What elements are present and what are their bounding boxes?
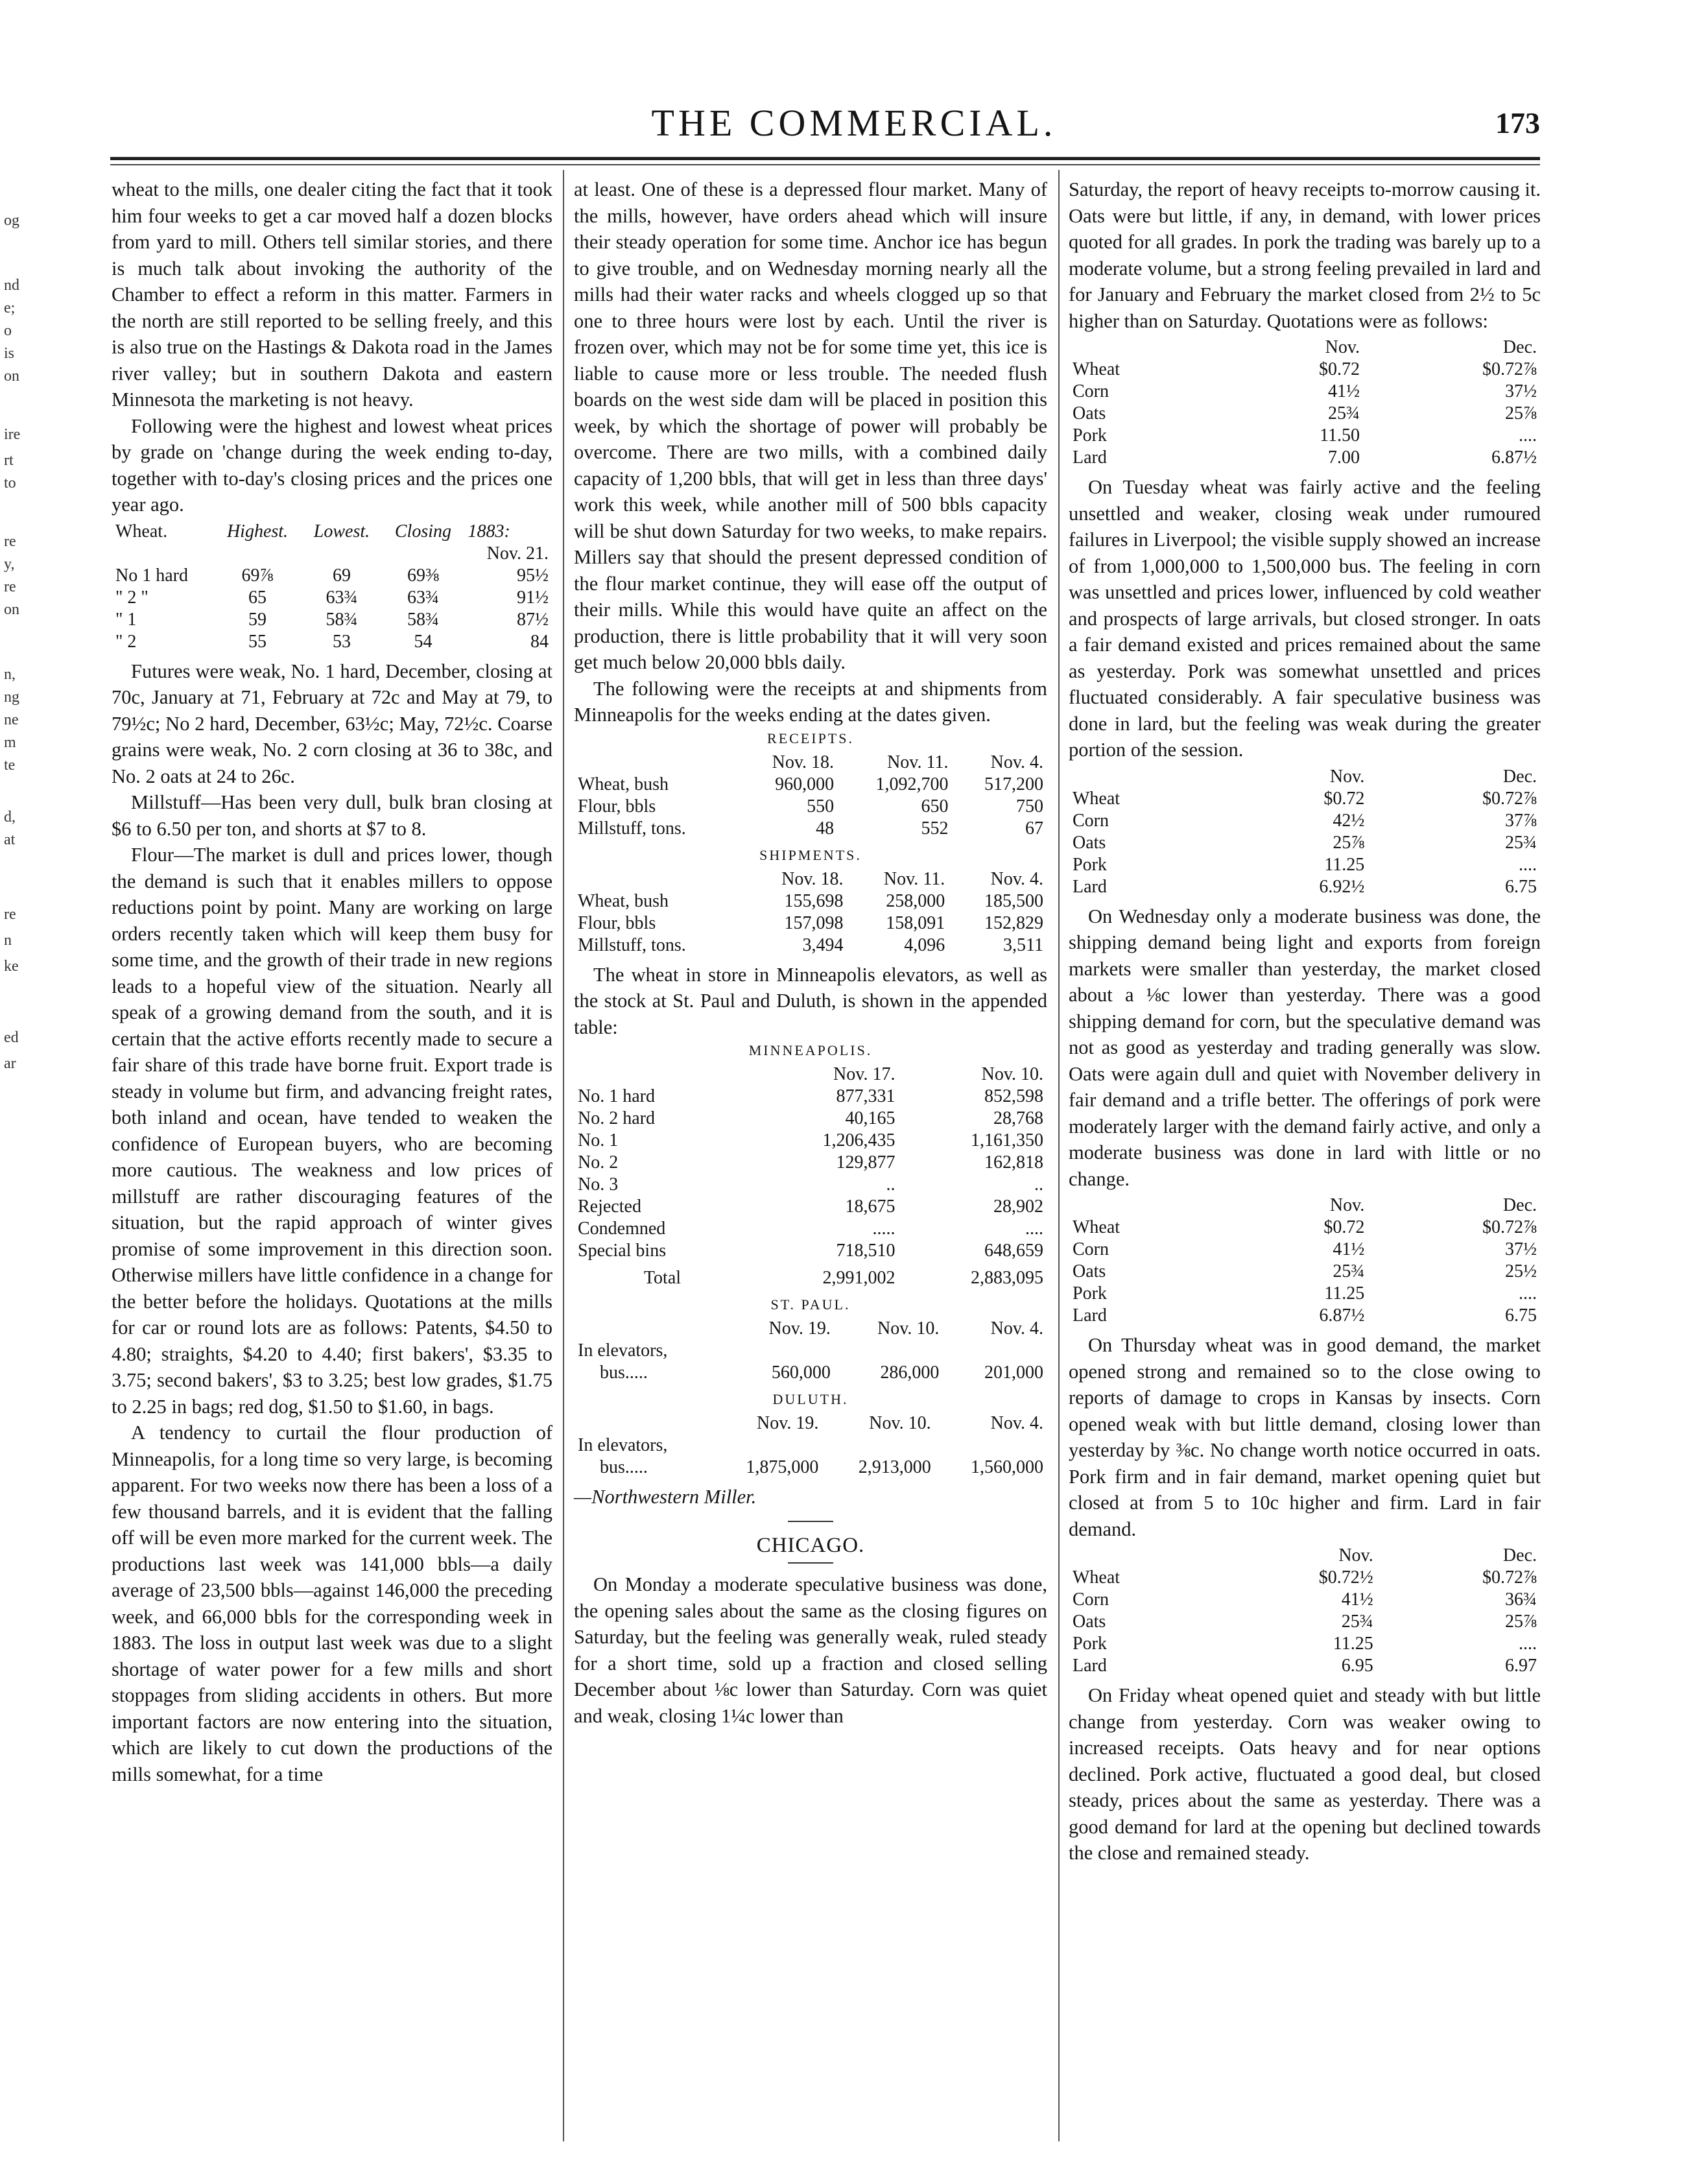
table-cell: Flour, bbls: [578, 796, 656, 816]
table-row: [1069, 1567, 1541, 1589]
table-cell: 25¾: [1333, 1261, 1365, 1281]
margin-fragment: m: [4, 734, 16, 751]
table-cell: ..: [886, 1174, 896, 1195]
table-header: Nov. 11.: [887, 752, 949, 772]
table-cell: 185,500: [984, 890, 1043, 911]
table-cell: 37½: [1505, 381, 1537, 401]
wheat-table-head-4: Closing: [394, 521, 452, 542]
wheat-table-head-5: 1883:: [468, 521, 510, 542]
table-cell: bus.....: [600, 1363, 648, 1383]
table-header: Dec.: [1502, 1545, 1537, 1566]
table-header: Nov.: [1325, 337, 1360, 357]
table-cell: 41½: [1341, 1590, 1373, 1610]
table-header: Nov. 18.: [772, 752, 835, 772]
col1-paragraph-1: wheat to the mills, one dealer citing the fact that it took him four weeks to get a car moved half a dozen blocks from yard to mill. Others tell similar stories, and there is much talk about invoking the authority of the Chamber to effect a reform in this matter. Farmers in the north are still reported to be selling freely, and this is also true on the Hastings & Dakota road in the James river valley; but in southern Dakota and eastern Minnesota the marketing is not heavy.: [112, 178, 552, 411]
margin-fragment: y,: [4, 556, 15, 573]
table-row: [574, 774, 1047, 796]
total-row: [574, 1262, 1047, 1289]
col3-paragraph-4: On Thursday wheat was in good demand, the market opened strong and remained so to the close owing to reports of damage to crops in Kansas by insects. Corn opened weak with but little demand, closing lower than yesterday by ⅜c. No change worth notice occurred in oats. Pork firm and in fair demand, market opening quiet but closed at from 5 to 10c higher and firm. Lard in fair demand.: [1069, 1334, 1541, 1540]
table-header: Dec.: [1502, 1195, 1537, 1215]
table-cell: No. 2: [578, 1152, 619, 1173]
table-cell: 648,659: [984, 1241, 1043, 1261]
stpaul-table: [574, 1318, 1047, 1384]
column-divider-2: [1058, 170, 1060, 2141]
table-row: [1069, 381, 1541, 403]
table-cell: 53: [332, 631, 351, 652]
table-row: [574, 935, 1047, 957]
table-header: Nov. 4.: [990, 752, 1043, 772]
col2-paragraph-4: On Monday a moderate speculative business was done, the opening sales about the same as the closing figures on Saturday, but the feeling was generally weak, ruled steady for a short time, sold up a fraction and closed selling December about ⅛c lower than Saturday. Corn was quiet and weak, closing 1¼c lower than: [574, 1573, 1047, 1727]
table-cell: 6.95: [1341, 1656, 1373, 1676]
table-header: [1069, 1195, 1221, 1217]
table-cell: 28,902: [993, 1197, 1043, 1217]
table-row: [112, 565, 552, 587]
table-cell: 25⅞: [1505, 1612, 1537, 1632]
table-cell: 25¾: [1328, 403, 1360, 423]
table-cell: 37⅞: [1505, 810, 1537, 831]
table-row: [574, 818, 1047, 840]
table-cell: 158,091: [886, 912, 945, 933]
margin-fragment: rt: [4, 452, 14, 469]
table-cell: 11.50: [1320, 425, 1360, 446]
margin-fragment: og: [4, 212, 19, 229]
margin-fragment: on: [4, 368, 19, 385]
table-row: [1069, 876, 1541, 898]
table-cell: 36¾: [1505, 1590, 1537, 1610]
table-header: [1069, 1545, 1214, 1567]
table-cell: In elevators,: [578, 1435, 668, 1455]
table-cell: $0.72⅞: [1482, 359, 1537, 379]
margin-fragment: re: [4, 533, 16, 550]
table-header: Nov. 11.: [883, 868, 945, 889]
table-cell: 65: [248, 587, 267, 608]
table-cell: $0.72: [1323, 788, 1365, 809]
margin-fragment: te: [4, 757, 16, 774]
table-row: [574, 1457, 1047, 1479]
table-row: [574, 796, 1047, 818]
col3-paragraph-1: Saturday, the report of heavy receipts to-morrow causing it. Oats were but little, if any, in demand, with lower prices quoted for all grades. In pork the trading was barely up to a moderate volume, but a strong feeling prevailed in lard and for January and February the market closed from 2½ to 5c higher than on Saturday. Quotations were as follows:: [1069, 178, 1541, 332]
table-cell: 157,098: [784, 912, 844, 933]
table-cell: 25⅞: [1505, 403, 1537, 423]
shipments-table: [574, 868, 1047, 957]
wheat-table-head-3: Lowest.: [313, 521, 370, 542]
table-cell: 7.00: [1328, 447, 1360, 468]
table-cell: ....: [1025, 1219, 1043, 1239]
table-header: Nov.: [1329, 1195, 1365, 1215]
table-header: Nov. 10.: [869, 1413, 931, 1433]
table-cell: 25¾: [1341, 1612, 1373, 1632]
table-cell: No 1 hard: [115, 565, 188, 586]
table-header: Nov. 18.: [781, 868, 844, 889]
table-cell: 6.97: [1505, 1656, 1537, 1676]
table-cell: ....: [1519, 1634, 1537, 1654]
total-cell: 2,991,002: [822, 1268, 896, 1288]
margin-fragment: re: [4, 578, 16, 595]
quotation-table-wednesday: [1069, 1195, 1541, 1327]
table-cell: 63¾: [407, 587, 439, 608]
table-row: [112, 631, 552, 653]
table-cell: 25⅞: [1333, 832, 1365, 853]
table-cell: 69⅞: [241, 565, 274, 586]
table-header: Dec.: [1502, 766, 1537, 787]
table-cell: 286,000: [880, 1363, 940, 1383]
source-credit: —Northwestern Miller.: [574, 1486, 757, 1508]
table-cell: Oats: [1073, 1261, 1106, 1281]
table-cell: 18,675: [845, 1197, 896, 1217]
table-cell: 59: [248, 609, 267, 630]
table-cell: 28,768: [993, 1108, 1043, 1128]
table-row: [1069, 403, 1541, 425]
table-cell: $0.72: [1323, 1217, 1365, 1237]
table-cell: 1,161,350: [971, 1130, 1043, 1150]
table-cell: Pork: [1073, 1283, 1107, 1304]
table-cell: 650: [921, 796, 949, 816]
margin-fragment: to: [4, 475, 16, 492]
table-cell: Pork: [1073, 854, 1107, 875]
col3-paragraph-5: On Friday wheat opened quiet and steady with but little change from yesterday. Corn was weaker owing to increased receipts. Oats heavy and for near options declined. Pork active, fluctuated a good deal, but closed steady, prices about the same as yesterday. There was a good demand for lard at the opening but declined towards the close and remained steady.: [1069, 1684, 1541, 1864]
table-cell: Oats: [1073, 1612, 1106, 1632]
margin-fragment: ar: [4, 1055, 16, 1072]
table-row: [574, 1362, 1047, 1384]
table-cell: Wheat: [1073, 1217, 1121, 1237]
margin-fragment: ng: [4, 689, 19, 706]
col1-paragraph-3: Futures were weak, No. 1 hard, December, closing at 70c, January at 71, February at 72c and May at 79, to 79½c; No 2 hard, December, 63½c; May, 72½c. Coarse grains were weak, No. 2 corn closing at 36 to 38c, and No. 2 oats at 24 to 26c.: [112, 660, 552, 787]
column-3: [1069, 176, 1541, 1866]
table-cell: 11.25: [1324, 854, 1365, 875]
total-label: Total: [643, 1268, 682, 1288]
table-row: [574, 1086, 1047, 1108]
table-row: [1069, 854, 1541, 876]
table-cell: 37½: [1505, 1239, 1537, 1259]
table-cell: 95½: [517, 565, 549, 586]
table-cell: 129,877: [836, 1152, 896, 1173]
table-cell: $0.72: [1319, 359, 1360, 379]
table-cell: Flour, bbls: [578, 912, 656, 933]
table-cell: ..: [1034, 1174, 1043, 1195]
table-cell: ....: [1519, 1283, 1537, 1304]
table-cell: 63¾: [326, 587, 358, 608]
quotation-table-tuesday: [1069, 766, 1541, 898]
table-header: [1069, 766, 1221, 788]
table-cell: 6.87½: [1491, 447, 1537, 468]
table-cell: 54: [414, 631, 433, 652]
total-cell: 2,883,095: [971, 1268, 1043, 1288]
table-header: Dec.: [1502, 337, 1537, 357]
table-header: [574, 1064, 751, 1086]
table-cell: Oats: [1073, 403, 1106, 423]
column-divider-1: [563, 170, 564, 2141]
table-cell: 41½: [1333, 1239, 1365, 1259]
table-cell: 852,598: [984, 1086, 1043, 1106]
table-header: [574, 868, 744, 890]
table-cell: 6.92½: [1319, 876, 1365, 897]
col1-paragraph-6: A tendency to curtail the flour production of Minneapolis, for a long time so very large, is becoming apparent. For two weeks now there has been a loss of a few thousand barrels, and it is evident that the falling off will be even more marked for the current week. The productions last week was 141,000 bbls—a daily average of 23,500 bbls—against 146,000 the preceding week, and 66,000 bbls for the corresponding week in 1883. The loss in output last week was due to a slight shortage of water power for a few mills and short stoppages from sliding accidents in others. But more important factors are now entering into the situation, which are likely to cut down the productions of the mills somewhat, for a time: [112, 1422, 552, 1785]
table-cell: Wheat, bush: [578, 890, 669, 911]
table-cell: $0.72⅞: [1482, 788, 1537, 809]
table-header: Nov. 10.: [981, 1064, 1043, 1084]
table-row: [1069, 810, 1541, 832]
table-cell: Corn: [1073, 381, 1109, 401]
column-2: [574, 176, 1047, 1729]
table-cell: Special bins: [578, 1241, 667, 1261]
wheat-table-head-1: Wheat.: [115, 521, 168, 542]
table-cell: Lard: [1073, 1305, 1107, 1326]
table-cell: " 2: [115, 631, 137, 652]
table-cell: No. 2 hard: [578, 1108, 655, 1128]
margin-fragment: ne: [4, 711, 19, 728]
table-header: Nov. 4.: [990, 1318, 1043, 1339]
table-cell: 560,000: [771, 1363, 831, 1383]
table-cell: Lard: [1073, 876, 1107, 897]
table-cell: 2,913,000: [858, 1457, 931, 1477]
table-row: [1069, 425, 1541, 447]
table-row: [574, 912, 1047, 935]
table-row: [574, 1196, 1047, 1218]
table-cell: 152,829: [984, 912, 1043, 933]
table-header: [574, 1318, 726, 1340]
table-cell: 3,511: [1003, 935, 1043, 955]
table-row: [1069, 1589, 1541, 1611]
table-cell: 1,560,000: [971, 1457, 1043, 1477]
col3-paragraph-3: On Wednesday only a moderate business was done, the shipping demand being light and exports from foreign markets were smaller than yesterday, the market closed about a ⅛c lower than yesterday. There was a good shipping demand for corn, but the speculative demand was not as good as yesterday and trading generally was slow. Oats were again dull and quiet with November delivery in fair demand and a trifle better. The offerings of pork were moderately larger with the demand fairly active, and only a moderate business was done in lard with little or no change.: [1069, 905, 1541, 1190]
table-row: [574, 1130, 1047, 1152]
table-header: Nov. 19.: [768, 1318, 831, 1339]
margin-fragment: ke: [4, 958, 19, 975]
table-cell: 1,092,700: [875, 774, 949, 794]
table-row: [1069, 1633, 1541, 1655]
table-row: [112, 587, 552, 609]
table-cell: Millstuff, tons.: [578, 818, 686, 839]
margin-fragment: o: [4, 322, 12, 339]
table-row: [1069, 359, 1541, 381]
margin-fragment: n: [4, 932, 12, 949]
table-cell: 155,698: [784, 890, 844, 911]
margin-fragment: n,: [4, 666, 16, 683]
quotation-table-thursday: [1069, 1545, 1541, 1677]
table-cell: Corn: [1073, 1590, 1109, 1610]
table-cell: Lard: [1073, 447, 1107, 468]
table-cell: 1,206,435: [822, 1130, 896, 1150]
table-cell: 25½: [1505, 1261, 1537, 1281]
header-rule-thin: [110, 164, 1540, 165]
table-cell: Wheat: [1073, 1567, 1121, 1588]
table-cell: Wheat, bush: [578, 774, 669, 794]
receipts-table: [574, 752, 1047, 840]
margin-fragment: is: [4, 345, 15, 362]
quotation-table-monday: [1069, 337, 1541, 469]
margin-fragment: ed: [4, 1029, 19, 1046]
col1-paragraph-2: Following were the highest and lowest wheat prices by grade on 'change during the week ending to-day, together with to-day's closing prices and the prices one year ago.: [112, 414, 552, 516]
table-row: [1069, 1305, 1541, 1327]
margin-fragment: at: [4, 831, 16, 848]
table-cell: bus.....: [600, 1457, 648, 1477]
table-cell: 11.25: [1333, 1634, 1373, 1654]
table-cell: " 2 ": [115, 587, 148, 608]
table-cell: 258,000: [886, 890, 945, 911]
table-cell: Pork: [1073, 1634, 1107, 1654]
margin-fragment: ire: [4, 426, 21, 443]
table-row: [1069, 447, 1541, 469]
table-row: [574, 1340, 1047, 1362]
col2-paragraph-1: at least. One of these is a depressed flour market. Many of the mills, however, have orders ahead which will insure their steady operation for some time. Anchor ice has begun to give trouble, and on Wednesday morning nearly all the mills had their water racks and wheels clogged up so that one to three hours were lost by each. Until the river is frozen over, which may not be for some time yet, this ice is liable to cause more or less trouble. The needed flush boards on the west side dam will be placed in position this week, by which the shortage of power will probably be overcome. There are two mills, with a combined daily capacity of 1,200 bbls, that will get in less than three days' work this week, while another mill of 500 bbls capacity will be shut down Saturday for two weeks, to make repairs. Millers say that should the present depressed condition of the flour market continue, they will ease off the output of their mills. While this would have quite an affect on the production, there is little probability that it will very soon get much below 20,000 bbls daily.: [574, 178, 1047, 673]
table-row: [1069, 1217, 1541, 1239]
table-cell: 91½: [517, 587, 549, 608]
table-cell: 11.25: [1324, 1283, 1365, 1304]
table-cell: 877,331: [836, 1086, 896, 1106]
table-cell: 69⅜: [407, 565, 439, 586]
table-cell: 6.75: [1505, 1305, 1537, 1326]
page-number: 173: [1495, 106, 1540, 139]
wheat-price-table: [112, 521, 552, 653]
table-row: [574, 1218, 1047, 1240]
chicago-heading: CHICAGO.: [756, 1533, 865, 1557]
duluth-title: DULUTH.: [772, 1391, 849, 1407]
table-cell: 517,200: [984, 774, 1043, 794]
table-header: [1069, 337, 1226, 359]
table-cell: Corn: [1073, 810, 1109, 831]
table-cell: Lard: [1073, 1656, 1107, 1676]
table-cell: $0.72½: [1318, 1567, 1373, 1588]
table-cell: 42½: [1333, 810, 1365, 831]
table-cell: Pork: [1073, 425, 1107, 446]
table-cell: Corn: [1073, 1239, 1109, 1259]
section-rule: [788, 1521, 833, 1522]
table-row: [574, 890, 1047, 912]
table-cell: 960,000: [775, 774, 835, 794]
table-row: [574, 1174, 1047, 1196]
col3-paragraph-2: On Tuesday wheat was fairly active and the feeling unsettled and weaker, closing weak under rumoured failures in Liverpool; the visible supply showed an increase of from 1,000,000 to 1,500,000 bus. The feeling in corn was unsettled and prices lower, influenced by cold weather and prospects of large arrivals, but closed stronger. In oats a fair demand existed and prices remained about the same as yesterday. Pork was somewhat unsettled and prices fluctuated considerably. A fair speculative business was done in lard, but the feeling was weak during the greater portion of the session.: [1069, 476, 1541, 761]
table-row: [1069, 1239, 1541, 1261]
table-cell: ....: [1519, 425, 1537, 446]
table-cell: 6.75: [1505, 876, 1537, 897]
column-1: [112, 176, 552, 1787]
shipments-title: SHIPMENTS.: [759, 846, 862, 863]
wheat-table-head-2: Highest.: [226, 521, 289, 542]
table-cell: 67: [1025, 818, 1043, 839]
col2-paragraph-2: The following were the receipts at and shipments from Minneapolis for the weeks ending at the dates given.: [574, 677, 1047, 726]
margin-fragment: e;: [4, 300, 16, 316]
receipts-title: RECEIPTS.: [767, 730, 854, 746]
table-header: Nov. 4.: [990, 868, 1043, 889]
table-cell: 718,510: [836, 1241, 896, 1261]
table-cell: In elevators,: [578, 1340, 668, 1361]
stpaul-title: ST. PAUL.: [770, 1296, 851, 1313]
table-cell: Wheat: [1073, 788, 1121, 809]
minneapolis-title: MINNEAPOLIS.: [748, 1042, 873, 1058]
margin-fragment: re: [4, 906, 16, 923]
table-header: Nov. 19.: [757, 1413, 819, 1433]
table-row: [1069, 1611, 1541, 1633]
table-cell: 84: [530, 631, 549, 652]
table-row: [1069, 1283, 1541, 1305]
col2-paragraph-3: The wheat in store in Minneapolis elevators, as well as the stock at St. Paul and Duluth, is shown in the appended table:: [574, 963, 1047, 1038]
table-cell: 6.87½: [1319, 1305, 1365, 1326]
table-cell: 1,875,000: [746, 1457, 819, 1477]
table-cell: No. 1: [578, 1130, 619, 1150]
table-cell: 58¾: [407, 609, 439, 630]
table-row: [112, 609, 552, 631]
section-rule: [788, 1562, 833, 1564]
table-header: [574, 752, 739, 774]
table-cell: 48: [816, 818, 835, 839]
table-cell: 550: [807, 796, 835, 816]
table-header: [574, 1412, 710, 1435]
table-cell: Rejected: [578, 1197, 641, 1217]
table-header: Nov.: [1338, 1545, 1373, 1566]
table-cell: Wheat: [1073, 359, 1121, 379]
table-cell: Oats: [1073, 832, 1106, 853]
margin-fragment: on: [4, 601, 19, 618]
table-cell: 201,000: [984, 1363, 1043, 1383]
margin-fragment: d,: [4, 809, 16, 826]
table-row: [1069, 1261, 1541, 1283]
table-row: [574, 1240, 1047, 1262]
duluth-table: [574, 1412, 1047, 1479]
table-cell: 552: [921, 818, 949, 839]
table-cell: $0.72⅞: [1482, 1217, 1537, 1237]
table-cell: 4,096: [904, 935, 945, 955]
table-header: Nov.: [1329, 766, 1365, 787]
table-cell: 41½: [1328, 381, 1360, 401]
header-rule: [110, 157, 1540, 160]
table-cell: 69: [332, 565, 351, 586]
table-row: [1069, 1655, 1541, 1677]
table-cell: 750: [1016, 796, 1043, 816]
table-cell: 25¾: [1505, 832, 1537, 853]
table-cell: 58¾: [326, 609, 358, 630]
table-cell: 55: [248, 631, 267, 652]
wheat-table-head-6: Nov. 21.: [486, 543, 549, 564]
col1-paragraph-4: Millstuff—Has been very dull, bulk bran closing at $6 to 6.50 per ton, and shorts at $7 to 8.: [112, 791, 552, 840]
table-cell: Condemned: [578, 1219, 666, 1239]
table-cell: 162,818: [984, 1152, 1043, 1173]
col1-paragraph-5: Flour—The market is dull and prices lower, though the demand is such that it enables millers to oppose reductions point by point. Many are working on large orders recently taken which will keep them busy for some time, and the growth of their trade in new regions leads to a hopeful view of the situation. Nearly all speak of a growing demand from the south, and it is certain that the active efforts recently made to secure a fair share of this trade have borne fruit. Export trade is steady in volume but firm, and advancing freight rates, both inland and ocean, have tended to weaken the confidence of European buyers, who are becoming more cautious. The weakness and low prices of millstuff are rather discouraging features of the situation, but the rapid approach of winter gives promise of some improvement in this direction soon. Otherwise millers have little confidence in a change for the better before the holidays. Quotations at the mills for car or round lots are as follows: Patents, $4.50 to 4.80; straights, $4.20 to 4.40; first bakers', $3.35 to 3.75; second bakers', $3 to 3.25; best low grades, $1.75 to 2.25 in bags; red dog, $1.50 to $1.60, in bags.: [112, 844, 552, 1418]
table-header: Nov. 17.: [833, 1064, 896, 1084]
table-cell: .....: [872, 1219, 896, 1239]
table-cell: No. 1 hard: [578, 1086, 655, 1106]
table-cell: 40,165: [845, 1108, 896, 1128]
table-cell: 3,494: [802, 935, 844, 955]
minneapolis-table: [574, 1064, 1047, 1289]
table-cell: " 1: [115, 609, 137, 630]
table-row: [574, 1152, 1047, 1174]
table-cell: $0.72⅞: [1482, 1567, 1537, 1588]
margin-fragment: nd: [4, 277, 19, 294]
table-row: [574, 1435, 1047, 1457]
table-cell: ....: [1519, 854, 1537, 875]
table-cell: 87½: [517, 609, 549, 630]
table-header: Nov. 4.: [990, 1413, 1043, 1433]
table-row: [1069, 832, 1541, 854]
table-row: [1069, 788, 1541, 810]
table-row: [574, 1108, 1047, 1130]
table-cell: Millstuff, tons.: [578, 935, 686, 955]
page-title: THE COMMERCIAL.: [651, 102, 1057, 144]
table-cell: No. 3: [578, 1174, 619, 1195]
table-header: Nov. 10.: [877, 1318, 940, 1339]
